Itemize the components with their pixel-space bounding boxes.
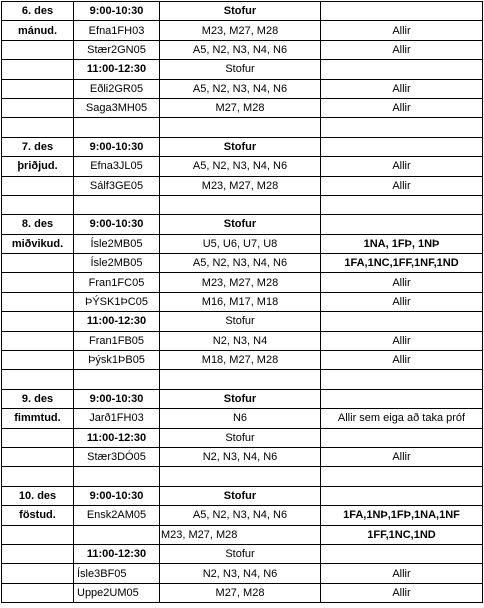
schedule-row xyxy=(2,2,483,21)
schedule-row xyxy=(2,506,483,525)
group-cell xyxy=(321,2,483,21)
schedule-row xyxy=(2,389,483,408)
group-cell xyxy=(321,486,483,505)
room-cell: Stofur xyxy=(160,389,321,408)
date-cell xyxy=(2,564,74,583)
course-cell: Stær3DÓ05 xyxy=(74,447,160,466)
time-slot-cell: 9:00-10:30 xyxy=(74,486,160,505)
spacer-row xyxy=(2,118,483,137)
schedule-row xyxy=(2,137,483,156)
date-cell xyxy=(2,351,74,370)
schedule-row xyxy=(2,583,483,602)
course-cell: Efna1FH03 xyxy=(74,21,160,40)
schedule-row xyxy=(2,273,483,292)
room-cell: A5, N2, N3, N4, N6 xyxy=(160,40,321,59)
schedule-row xyxy=(2,176,483,195)
time-slot-cell: 11:00-12:30 xyxy=(74,428,160,447)
time-slot-cell: 9:00-10:30 xyxy=(74,389,160,408)
course-cell: ÞÝSK1ÞC05 xyxy=(74,292,160,311)
room-cell: M23, M27, M28 xyxy=(160,21,321,40)
room-cell: A5, N2, N3, N4, N6 xyxy=(160,157,321,176)
room-cell: N2, N3, N4, N6 xyxy=(160,447,321,466)
room-cell: Stofur xyxy=(160,137,321,156)
spacer-cell xyxy=(321,118,483,137)
room-cell: N2, N3, N4, N6 xyxy=(160,564,321,583)
time-slot-cell: 11:00-12:30 xyxy=(74,544,160,563)
schedule-row xyxy=(2,21,483,40)
spacer-row xyxy=(2,370,483,389)
schedule-row xyxy=(2,292,483,311)
spacer-cell xyxy=(160,467,321,486)
course-cell: Ísle2MB05 xyxy=(74,254,160,273)
group-cell xyxy=(321,215,483,234)
schedule-row xyxy=(2,60,483,79)
course-cell: Saga3MH05 xyxy=(74,98,160,117)
group-cell: Allir xyxy=(321,447,483,466)
date-cell xyxy=(2,98,74,117)
date-cell: 7. des xyxy=(2,137,74,156)
date-cell: 10. des xyxy=(2,486,74,505)
spacer-cell xyxy=(321,467,483,486)
course-cell: Stær2GN05 xyxy=(74,40,160,59)
date-cell xyxy=(2,273,74,292)
date-cell xyxy=(2,525,74,544)
date-cell xyxy=(2,292,74,311)
room-cell: Stofur xyxy=(160,544,321,563)
exam-schedule-body xyxy=(2,2,483,603)
schedule-row xyxy=(2,447,483,466)
group-cell: Allir xyxy=(321,21,483,40)
date-cell: 9. des xyxy=(2,389,74,408)
date-cell xyxy=(2,331,74,350)
date-cell: föstud. xyxy=(2,506,74,525)
time-slot-cell: 11:00-12:30 xyxy=(74,60,160,79)
spacer-cell xyxy=(160,370,321,389)
group-cell xyxy=(321,389,483,408)
room-cell: M16, M17, M18 xyxy=(160,292,321,311)
group-cell: Allir xyxy=(321,331,483,350)
spacer-row xyxy=(2,195,483,214)
date-cell: fimmtud. xyxy=(2,409,74,428)
spacer-cell xyxy=(321,195,483,214)
date-cell xyxy=(2,447,74,466)
date-cell xyxy=(2,544,74,563)
spacer-cell xyxy=(2,195,74,214)
date-cell: 8. des xyxy=(2,215,74,234)
room-cell: M23, M27, M28 xyxy=(160,525,321,544)
room-cell: A5, N2, N3, N4, N6 xyxy=(160,506,321,525)
group-cell xyxy=(321,60,483,79)
course-cell: Ísle3BF05 xyxy=(74,564,160,583)
room-cell: M18, M27, M28 xyxy=(160,351,321,370)
spacer-row xyxy=(2,467,483,486)
date-cell xyxy=(2,428,74,447)
date-cell xyxy=(2,60,74,79)
room-cell: Stofur xyxy=(160,215,321,234)
group-cell: 1FA,1NÞ,1FÞ,1NA,1NF xyxy=(321,506,483,525)
schedule-row xyxy=(2,544,483,563)
group-cell xyxy=(321,312,483,331)
date-cell: mánud. xyxy=(2,21,74,40)
date-cell xyxy=(2,79,74,98)
course-cell: Fran1FB05 xyxy=(74,331,160,350)
group-cell: Allir xyxy=(321,273,483,292)
group-cell: 1FA,1NC,1FF,1NF,1ND xyxy=(321,254,483,273)
group-cell: Allir xyxy=(321,564,483,583)
schedule-row xyxy=(2,215,483,234)
room-cell: M23, M27, M28 xyxy=(160,273,321,292)
room-cell: Stofur xyxy=(160,428,321,447)
group-cell xyxy=(321,137,483,156)
course-cell: Eðli2GR05 xyxy=(74,79,160,98)
time-slot-cell: 9:00-10:30 xyxy=(74,215,160,234)
spacer-cell xyxy=(74,370,160,389)
room-cell: U5, U6, U7, U8 xyxy=(160,234,321,253)
schedule-row xyxy=(2,234,483,253)
group-cell: 1NA, 1FÞ, 1NÞ xyxy=(321,234,483,253)
course-cell: Efna3JL05 xyxy=(74,157,160,176)
schedule-row xyxy=(2,525,483,544)
group-cell: Allir xyxy=(321,351,483,370)
date-cell: þriðjud. xyxy=(2,157,74,176)
spacer-cell xyxy=(2,370,74,389)
room-cell: M23, M27, M28 xyxy=(160,176,321,195)
room-cell: Stofur xyxy=(160,312,321,331)
group-cell xyxy=(321,428,483,447)
exam-schedule-table xyxy=(1,1,483,603)
course-cell: Ensk2AM05 xyxy=(74,506,160,525)
course-cell: Fran1FC05 xyxy=(74,273,160,292)
group-cell: Allir xyxy=(321,79,483,98)
room-cell: Stofur xyxy=(160,60,321,79)
schedule-row xyxy=(2,486,483,505)
spacer-cell xyxy=(74,118,160,137)
date-cell xyxy=(2,176,74,195)
schedule-row xyxy=(2,564,483,583)
date-cell xyxy=(2,583,74,602)
spacer-cell xyxy=(74,195,160,214)
spacer-cell xyxy=(321,370,483,389)
room-cell: Stofur xyxy=(160,486,321,505)
spacer-cell xyxy=(74,467,160,486)
schedule-row xyxy=(2,409,483,428)
room-cell: M27, M28 xyxy=(160,98,321,117)
group-cell: 1FF,1NC,1ND xyxy=(321,525,483,544)
schedule-row xyxy=(2,79,483,98)
time-slot-cell: 9:00-10:30 xyxy=(74,137,160,156)
room-cell: N6 xyxy=(160,409,321,428)
room-cell: A5, N2, N3, N4, N6 xyxy=(160,79,321,98)
time-slot-cell: 9:00-10:30 xyxy=(74,2,160,21)
group-cell xyxy=(321,544,483,563)
schedule-row xyxy=(2,98,483,117)
group-cell: Allir xyxy=(321,40,483,59)
date-cell: miðvikud. xyxy=(2,234,74,253)
schedule-row xyxy=(2,428,483,447)
room-cell: M27, M28 xyxy=(160,583,321,602)
spacer-cell xyxy=(2,118,74,137)
course-cell: Uppe2UM05 xyxy=(74,583,160,602)
spacer-cell xyxy=(2,467,74,486)
room-cell: Stofur xyxy=(160,2,321,21)
course-cell: Sálf3GE05 xyxy=(74,176,160,195)
course-cell xyxy=(74,525,160,544)
date-cell xyxy=(2,40,74,59)
spacer-cell xyxy=(160,118,321,137)
date-cell xyxy=(2,312,74,331)
room-cell: A5, N2, N3, N4, N6 xyxy=(160,254,321,273)
time-slot-cell: 11:00-12:30 xyxy=(74,312,160,331)
course-cell: Þýsk1ÞB05 xyxy=(74,351,160,370)
schedule-row xyxy=(2,351,483,370)
schedule-row xyxy=(2,254,483,273)
group-cell: Allir xyxy=(321,176,483,195)
room-cell: N2, N3, N4 xyxy=(160,331,321,350)
spacer-cell xyxy=(160,195,321,214)
group-cell: Allir xyxy=(321,157,483,176)
group-cell: Allir xyxy=(321,292,483,311)
group-cell: Allir xyxy=(321,98,483,117)
date-cell xyxy=(2,254,74,273)
schedule-row xyxy=(2,331,483,350)
schedule-row xyxy=(2,157,483,176)
course-cell: Ísle2MB05 xyxy=(74,234,160,253)
schedule-row xyxy=(2,312,483,331)
group-cell: Allir xyxy=(321,583,483,602)
group-cell: Allir sem eiga að taka próf xyxy=(321,409,483,428)
schedule-row xyxy=(2,40,483,59)
date-cell: 6. des xyxy=(2,2,74,21)
course-cell: Jarð1FH03 xyxy=(74,409,160,428)
